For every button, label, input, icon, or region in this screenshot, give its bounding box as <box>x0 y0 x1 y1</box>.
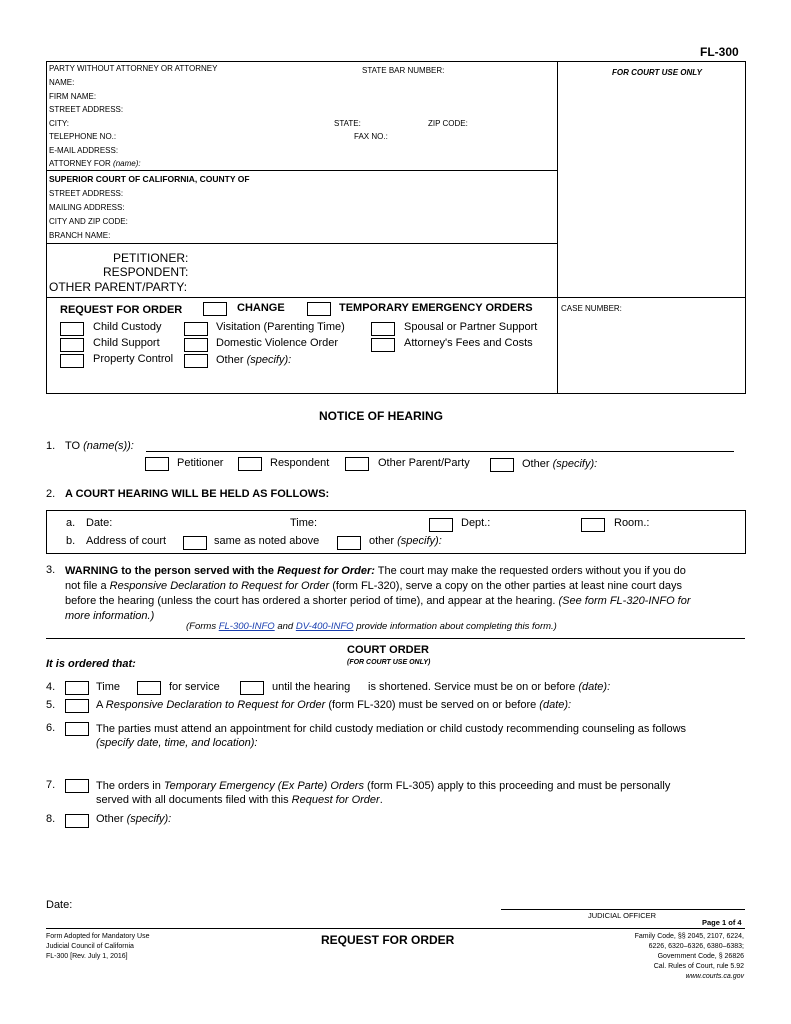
change-label: CHANGE <box>237 302 285 314</box>
visitation-checkbox[interactable] <box>184 322 208 336</box>
item7-number: 7. <box>46 779 56 791</box>
judicial-officer-label: JUDICIAL OFFICER <box>588 911 657 920</box>
item2b-letter: b. <box>66 535 76 547</box>
respondent-label: RESPONDENT: <box>103 265 189 279</box>
request-for-order-label: REQUEST FOR ORDER <box>60 304 183 316</box>
item6-checkbox[interactable] <box>65 722 89 736</box>
judicial-signature-line[interactable] <box>501 909 745 910</box>
item8-label: Other (specify): <box>96 813 172 825</box>
court-order-divider <box>46 638 745 639</box>
notice-title: NOTICE OF HEARING <box>319 409 444 423</box>
item4-hearing-label: until the hearing <box>272 681 351 693</box>
item1-number: 1. <box>46 440 56 452</box>
attorney-for-label: ATTORNEY FOR (name): <box>49 159 141 168</box>
item5-text: A Responsive Declaration to Request for Order (form FL-320) must be served on or before (date): <box>96 699 572 711</box>
attorney-fees-label: Attorney's Fees and Costs <box>404 337 533 349</box>
property-control-checkbox[interactable] <box>60 354 84 368</box>
footer-title: REQUEST FOR ORDER <box>321 933 455 947</box>
item5-checkbox[interactable] <box>65 699 89 713</box>
item3-number: 3. <box>46 564 56 576</box>
city-zip-label: CITY AND ZIP CODE: <box>49 217 128 226</box>
state-bar-label: STATE BAR NUMBER: <box>362 66 445 75</box>
temporary-emergency-label: TEMPORARY EMERGENCY ORDERS <box>339 302 533 314</box>
telephone-label: TELEPHONE NO.: <box>49 132 117 141</box>
child-custody-label: Child Custody <box>93 321 162 333</box>
item4-hearing-checkbox[interactable] <box>240 681 264 695</box>
signature-date-label: Date: <box>46 899 73 911</box>
notice-other-parent-checkbox[interactable] <box>345 457 369 471</box>
child-support-label: Child Support <box>93 337 160 349</box>
item7-checkbox[interactable] <box>65 779 89 793</box>
notice-petitioner-checkbox[interactable] <box>145 457 169 471</box>
petitioner-label: PETITIONER: <box>113 251 189 265</box>
item7-text: The orders in Temporary Emergency (Ex Parte) Orders (form FL-305) apply to this proceeding and must be personally served with all documents filed with this Request for Order. <box>96 780 671 806</box>
temporary-emergency-checkbox[interactable] <box>307 302 331 316</box>
caption-line-3 <box>46 297 745 298</box>
dv-400-info-link[interactable]: DV-400-INFO <box>295 621 354 632</box>
item4-shortened-label: is shortened. Service must be on or before (date): <box>368 681 611 693</box>
item2-number: 2. <box>46 488 56 500</box>
notice-respondent-label: Respondent <box>270 457 330 469</box>
case-number-label: CASE NUMBER: <box>561 304 622 313</box>
adopted-block: Form Adopted for Mandatory Use Judicial Council of California FL-300 [Rev. July 1, 2016] <box>46 933 150 960</box>
item1-label: TO (name(s)): <box>65 440 134 452</box>
domestic-violence-checkbox[interactable] <box>184 338 208 352</box>
name-label: NAME: <box>49 78 75 87</box>
item2-label: A COURT HEARING WILL BE HELD AS FOLLOWS: <box>65 488 330 500</box>
child-support-checkbox[interactable] <box>60 338 84 352</box>
notice-respondent-checkbox[interactable] <box>238 457 262 471</box>
court-use-label: FOR COURT USE ONLY <box>612 68 702 77</box>
item4-time-checkbox[interactable] <box>65 681 89 695</box>
courts-website: www.courts.ca.gov <box>685 973 744 980</box>
item4-service-label: for service <box>169 681 220 693</box>
property-control-label: Property Control <box>93 353 174 365</box>
footer-divider <box>46 928 745 929</box>
item2a-letter: a. <box>66 517 76 529</box>
item8-number: 8. <box>46 813 56 825</box>
notice-other-parent-label: Other Parent/Party <box>378 457 470 469</box>
room-checkbox[interactable] <box>581 518 605 532</box>
same-as-noted-checkbox[interactable] <box>183 536 207 550</box>
domestic-violence-label: Domestic Violence Order <box>216 337 339 349</box>
hearing-room-label: Room.: <box>614 517 650 529</box>
court-order-subtitle: (FOR COURT USE ONLY) <box>347 659 431 666</box>
street-address-label: STREET ADDRESS: <box>49 105 124 114</box>
visitation-label: Visitation (Parenting Time) <box>216 321 345 333</box>
state-label: STATE: <box>334 119 361 128</box>
court-order-title: COURT ORDER <box>347 644 429 656</box>
firm-name-label: FIRM NAME: <box>49 92 97 101</box>
notice-other-label: Other (specify): <box>522 458 598 470</box>
fl-300-info-link[interactable]: FL-300-INFO <box>218 621 275 632</box>
codes-block: Family Code, §§ 2045, 2107, 6224, 6226, 6320–6326, 6380–6383; Government Code, § 26826 Cal. Rules of Court, rule 5.92 www.courts.ca.gov <box>634 933 744 980</box>
other-option-checkbox[interactable] <box>184 354 208 368</box>
spousal-support-checkbox[interactable] <box>371 322 395 336</box>
item4-service-checkbox[interactable] <box>137 681 161 695</box>
item4-number: 4. <box>46 681 56 693</box>
city-label: CITY: <box>49 119 70 128</box>
branch-name-label: BRANCH NAME: <box>49 231 111 240</box>
item5-number: 5. <box>46 699 56 711</box>
hearing-time-label: Time: <box>290 517 318 529</box>
mailing-address-label: MAILING ADDRESS: <box>49 203 125 212</box>
child-custody-checkbox[interactable] <box>60 322 84 336</box>
page-number: Page 1 of 4 <box>702 918 742 927</box>
attorney-fees-checkbox[interactable] <box>371 338 395 352</box>
fax-label: FAX NO.: <box>354 132 388 141</box>
spousal-support-label: Spousal or Partner Support <box>404 321 538 333</box>
hearing-date-label: Date: <box>86 517 113 529</box>
ordered-that-label: It is ordered that: <box>46 658 136 670</box>
item1-name-line[interactable] <box>146 451 734 452</box>
warning-text: WARNING to the person served with the Request for Order: The court may make the requested orders without you if you do not file a Responsive Declaration to Request for Order (form FL-320), serve a copy on the other parties at least nine court days before the hearing (unless the court has ordered a shorter period of time), and appear at the hearing. (See form FL-320-INFO for more information.) <box>65 565 691 622</box>
caption-line-1 <box>46 170 558 171</box>
form-id: FL-300 <box>700 45 739 59</box>
email-label: E-MAIL ADDRESS: <box>49 146 119 155</box>
court-street-label: STREET ADDRESS: <box>49 189 124 198</box>
dept-checkbox[interactable] <box>429 518 453 532</box>
item6-text: The parties must attend an appointment for child custody mediation or child custody recommending counseling as follows (specify date, time, and location): <box>96 723 687 749</box>
caption-line-2 <box>46 243 558 244</box>
zip-label: ZIP CODE: <box>428 119 468 128</box>
address-of-court-label: Address of court <box>86 535 167 547</box>
caption-divider <box>557 61 558 393</box>
hearing-dept-label: Dept.: <box>461 517 491 529</box>
notice-other-checkbox[interactable] <box>490 458 514 472</box>
court-title: SUPERIOR COURT OF CALIFORNIA, COUNTY OF <box>49 174 250 184</box>
change-checkbox[interactable] <box>203 302 227 316</box>
same-as-noted-label: same as noted above <box>214 535 320 547</box>
other-parent-label: OTHER PARENT/PARTY: <box>49 280 188 294</box>
address-other-label: other (specify): <box>369 535 442 547</box>
party-label: PARTY WITHOUT ATTORNEY OR ATTORNEY <box>49 64 218 73</box>
item6-number: 6. <box>46 722 56 734</box>
item8-checkbox[interactable] <box>65 814 89 828</box>
address-other-checkbox[interactable] <box>337 536 361 550</box>
forms-note: (Forms FL-300-INFO and DV-400-INFO provide information about completing this form.) <box>186 621 557 632</box>
other-option-label: Other (specify): <box>216 354 292 366</box>
item4-time-label: Time <box>96 681 121 693</box>
notice-petitioner-label: Petitioner <box>177 457 224 469</box>
